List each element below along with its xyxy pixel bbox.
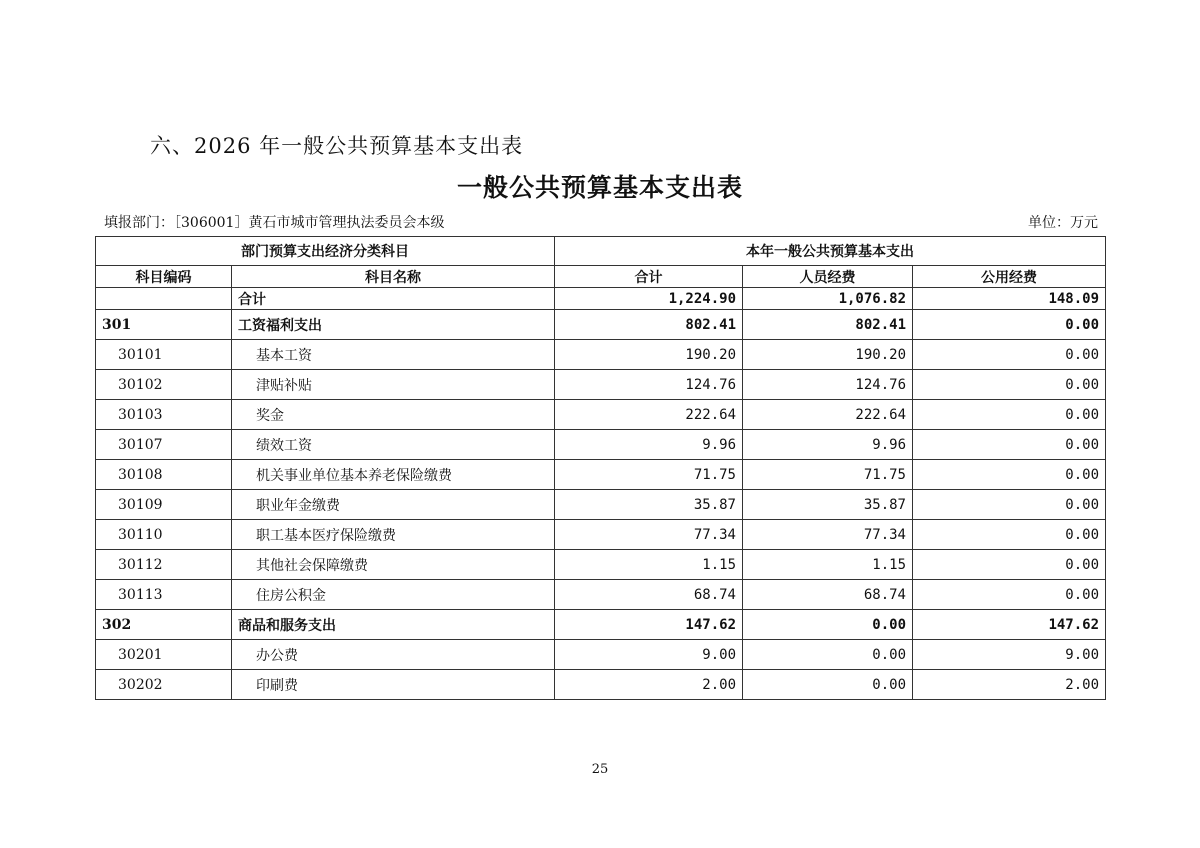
column-header-code: 科目编码 bbox=[96, 266, 232, 288]
cell-personnel: 9.96 bbox=[743, 430, 913, 460]
cell-code: 30107 bbox=[96, 430, 232, 460]
cell-public: 0.00 bbox=[913, 550, 1106, 580]
cell-code: 30108 bbox=[96, 460, 232, 490]
group-header-expenditure: 本年一般公共预算基本支出 bbox=[555, 237, 1106, 266]
cell-personnel: 68.74 bbox=[743, 580, 913, 610]
cell-total: 802.41 bbox=[555, 310, 743, 340]
cell-public: 0.00 bbox=[913, 490, 1106, 520]
table-group-row bbox=[96, 310, 1106, 340]
cell-total: 2.00 bbox=[555, 670, 743, 700]
cell-total: 222.64 bbox=[555, 400, 743, 430]
cell-public: 0.00 bbox=[913, 400, 1106, 430]
cell-personnel: 124.76 bbox=[743, 370, 913, 400]
cell-code: 30113 bbox=[96, 580, 232, 610]
cell-name: 商品和服务支出 bbox=[232, 610, 555, 640]
cell-code: 302 bbox=[96, 610, 232, 640]
cell-name: 职工基本医疗保险缴费 bbox=[232, 520, 555, 550]
cell-code: 30110 bbox=[96, 520, 232, 550]
cell-personnel: 0.00 bbox=[743, 670, 913, 700]
total-code bbox=[96, 288, 232, 310]
document-title: 一般公共预算基本支出表 bbox=[456, 173, 743, 202]
table-row bbox=[96, 580, 1106, 610]
cell-total: 71.75 bbox=[555, 460, 743, 490]
total-name: 合计 bbox=[232, 288, 555, 310]
cell-public: 9.00 bbox=[913, 640, 1106, 670]
cell-personnel: 0.00 bbox=[743, 610, 913, 640]
cell-personnel: 35.87 bbox=[743, 490, 913, 520]
cell-code: 30201 bbox=[96, 640, 232, 670]
cell-code: 301 bbox=[96, 310, 232, 340]
cell-public: 147.62 bbox=[913, 610, 1106, 640]
total-public: 148.09 bbox=[913, 288, 1106, 310]
cell-personnel: 77.34 bbox=[743, 520, 913, 550]
cell-name: 绩效工资 bbox=[232, 430, 555, 460]
cell-total: 9.00 bbox=[555, 640, 743, 670]
cell-name: 印刷费 bbox=[232, 670, 555, 700]
cell-public: 0.00 bbox=[913, 370, 1106, 400]
cell-name: 津贴补贴 bbox=[232, 370, 555, 400]
section-heading: 六、2026 年一般公共预算基本支出表 bbox=[150, 134, 524, 158]
column-header-name: 科目名称 bbox=[232, 266, 555, 288]
cell-code: 30101 bbox=[96, 340, 232, 370]
cell-public: 2.00 bbox=[913, 670, 1106, 700]
table-row bbox=[96, 550, 1106, 580]
cell-public: 0.00 bbox=[913, 430, 1106, 460]
cell-name: 职业年金缴费 bbox=[232, 490, 555, 520]
cell-personnel: 1.15 bbox=[743, 550, 913, 580]
table-row bbox=[96, 670, 1106, 700]
cell-personnel: 71.75 bbox=[743, 460, 913, 490]
cell-total: 68.74 bbox=[555, 580, 743, 610]
cell-name: 其他社会保障缴费 bbox=[232, 550, 555, 580]
cell-name: 住房公积金 bbox=[232, 580, 555, 610]
cell-public: 0.00 bbox=[913, 460, 1106, 490]
total-amount: 1,224.90 bbox=[555, 288, 743, 310]
cell-public: 0.00 bbox=[913, 580, 1106, 610]
cell-total: 9.96 bbox=[555, 430, 743, 460]
cell-name: 奖金 bbox=[232, 400, 555, 430]
table-group-row bbox=[96, 610, 1106, 640]
cell-public: 0.00 bbox=[913, 340, 1106, 370]
cell-code: 30112 bbox=[96, 550, 232, 580]
table-row bbox=[96, 340, 1106, 370]
reporting-unit: 填报部门：［306001］黄石市城市管理执法委员会本级 bbox=[104, 215, 445, 231]
cell-name: 基本工资 bbox=[232, 340, 555, 370]
cell-personnel: 222.64 bbox=[743, 400, 913, 430]
currency-unit: 单位：万元 bbox=[1028, 215, 1098, 231]
cell-personnel: 0.00 bbox=[743, 640, 913, 670]
cell-name: 办公费 bbox=[232, 640, 555, 670]
table-row bbox=[96, 460, 1106, 490]
table-column-header bbox=[96, 266, 1106, 288]
cell-personnel: 190.20 bbox=[743, 340, 913, 370]
table-row bbox=[96, 520, 1106, 550]
table-row bbox=[96, 370, 1106, 400]
group-header-classification: 部门预算支出经济分类科目 bbox=[96, 237, 555, 266]
cell-total: 35.87 bbox=[555, 490, 743, 520]
cell-code: 30102 bbox=[96, 370, 232, 400]
column-header-public: 公用经费 bbox=[913, 266, 1106, 288]
cell-total: 147.62 bbox=[555, 610, 743, 640]
cell-personnel: 802.41 bbox=[743, 310, 913, 340]
cell-code: 30103 bbox=[96, 400, 232, 430]
cell-total: 1.15 bbox=[555, 550, 743, 580]
table-group-header bbox=[96, 237, 1106, 266]
cell-code: 30202 bbox=[96, 670, 232, 700]
table-row bbox=[96, 490, 1106, 520]
column-header-personnel: 人员经费 bbox=[743, 266, 913, 288]
table-row bbox=[96, 640, 1106, 670]
budget-table bbox=[95, 236, 1106, 700]
cell-total: 124.76 bbox=[555, 370, 743, 400]
column-header-total: 合计 bbox=[555, 266, 743, 288]
cell-name: 机关事业单位基本养老保险缴费 bbox=[232, 460, 555, 490]
table-row bbox=[96, 430, 1106, 460]
cell-code: 30109 bbox=[96, 490, 232, 520]
total-personnel: 1,076.82 bbox=[743, 288, 913, 310]
cell-total: 77.34 bbox=[555, 520, 743, 550]
cell-public: 0.00 bbox=[913, 520, 1106, 550]
cell-public: 0.00 bbox=[913, 310, 1106, 340]
cell-name: 工资福利支出 bbox=[232, 310, 555, 340]
page-number: 25 bbox=[591, 762, 609, 777]
cell-total: 190.20 bbox=[555, 340, 743, 370]
table-row bbox=[96, 400, 1106, 430]
total-row bbox=[96, 288, 1106, 310]
